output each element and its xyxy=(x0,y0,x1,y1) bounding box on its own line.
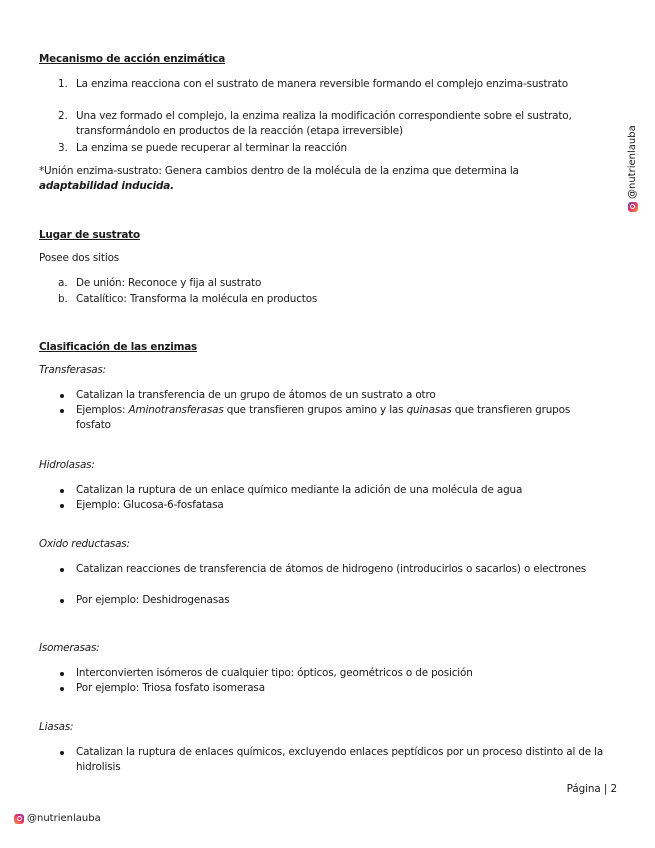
subheading-oxido-reductasas: Oxido reductasas: xyxy=(39,538,130,550)
bullet-item xyxy=(58,483,606,498)
list-item-text: De unión: Reconoce y fija al sustrato xyxy=(76,277,262,289)
list-marker: 2. xyxy=(58,110,68,122)
section-title-mecanismo: Mecanismo de acción enzimática xyxy=(39,53,226,65)
bullet-icon xyxy=(60,489,64,493)
instagram-icon xyxy=(14,814,24,824)
bullet-item xyxy=(58,593,606,608)
bullet-item xyxy=(58,498,606,513)
footer-handle[interactable] xyxy=(14,813,101,824)
list-item-text: La enzima se puede recuperar al terminar la reacción xyxy=(76,142,347,154)
page-number: Página | 2 xyxy=(566,783,617,795)
instagram-icon xyxy=(628,202,638,212)
side-handle-text: @nutrienlauba xyxy=(627,125,638,199)
list-marker: 1. xyxy=(58,78,68,90)
bullet-icon xyxy=(60,568,64,572)
subheading-isomerasas: Isomerasas: xyxy=(39,642,100,654)
list-item xyxy=(58,141,603,156)
bullet-text-italic: quinasas xyxy=(406,404,452,416)
footer-handle-text: @nutrienlauba xyxy=(27,813,101,824)
note-emphasis: adaptabilidad inducida. xyxy=(39,180,174,192)
list-item xyxy=(58,77,603,92)
bullet-text: Por ejemplo: Triosa fosfato isomerasa xyxy=(76,682,265,694)
list-marker: a. xyxy=(58,277,68,289)
note-text: *Unión enzima-sustrato: Genera cambios dentro de la molécula de la enzima que determina la xyxy=(39,165,519,177)
bullet-text: Interconvierten isómeros de cualquier tipo: ópticos, geométricos o de posición xyxy=(76,667,473,679)
bullet-text-part: que transfieren grupos fosfato xyxy=(76,404,571,431)
bullet-text: Ejemplo: Glucosa-6-fosfatasa xyxy=(76,499,224,511)
section-title-clasificacion: Clasificación de las enzimas xyxy=(39,341,198,353)
bullet-text: Catalizan la transferencia de un grupo de átomos de un sustrato a otro xyxy=(76,389,436,401)
bullet-item xyxy=(58,403,606,433)
side-handle[interactable] xyxy=(619,122,638,217)
bullet-text: Catalizan la ruptura de enlaces químicos, excluyendo enlaces peptídicos por un proceso distinto al de la hidrolisis xyxy=(76,746,604,773)
bullet-text: Catalizan reacciones de transferencia de átomos de hidrogeno (introducirlos o sacarlos) o electrones xyxy=(76,563,587,575)
bullet-icon xyxy=(60,504,64,508)
note-paragraph xyxy=(39,164,599,194)
list-item-text: Catalítico: Transforma la molécula en productos xyxy=(76,293,318,305)
bullet-text-part: que transfieren grupos amino y las xyxy=(223,404,407,416)
list-marker: b. xyxy=(58,293,68,305)
bullet-item xyxy=(58,388,606,403)
bullet-icon xyxy=(60,687,64,691)
subheading-transferasas: Transferasas: xyxy=(39,364,106,376)
subheading-liasas: Liasas: xyxy=(39,721,74,733)
list-marker: 3. xyxy=(58,142,68,154)
list-item-text: Una vez formado el complejo, la enzima realiza la modificación correspondiente sobre el sustrato, transformándolo en productos de la reacción (etapa irreversible) xyxy=(76,110,572,137)
bullet-text xyxy=(76,403,606,433)
subheading-hidrolasas: Hidrolasas: xyxy=(39,459,95,471)
side-handle-inner xyxy=(627,125,638,212)
bullet-icon xyxy=(60,394,64,398)
section-intro: Posee dos sitios xyxy=(39,252,120,264)
list-item xyxy=(58,292,603,307)
list-item xyxy=(58,276,603,291)
bullet-text-part: Ejemplos: xyxy=(76,404,129,416)
bullet-text: Catalizan la ruptura de un enlace químico mediante la adición de una molécula de agua xyxy=(76,484,523,496)
list-item-text: La enzima reacciona con el sustrato de manera reversible formando el complejo enzima-sustrato xyxy=(76,78,568,90)
bullet-text-italic: Aminotransferasas xyxy=(128,404,224,416)
section-title-lugar: Lugar de sustrato xyxy=(39,229,140,241)
bullet-item xyxy=(58,666,606,681)
bullet-item xyxy=(58,745,606,775)
list-item xyxy=(58,109,603,139)
bullet-icon xyxy=(60,672,64,676)
bullet-text: Por ejemplo: Deshidrogenasas xyxy=(76,594,230,606)
bullet-icon xyxy=(60,751,64,755)
bullet-item xyxy=(58,562,606,577)
bullet-icon xyxy=(60,409,64,413)
bullet-icon xyxy=(60,599,64,603)
bullet-item xyxy=(58,681,606,696)
